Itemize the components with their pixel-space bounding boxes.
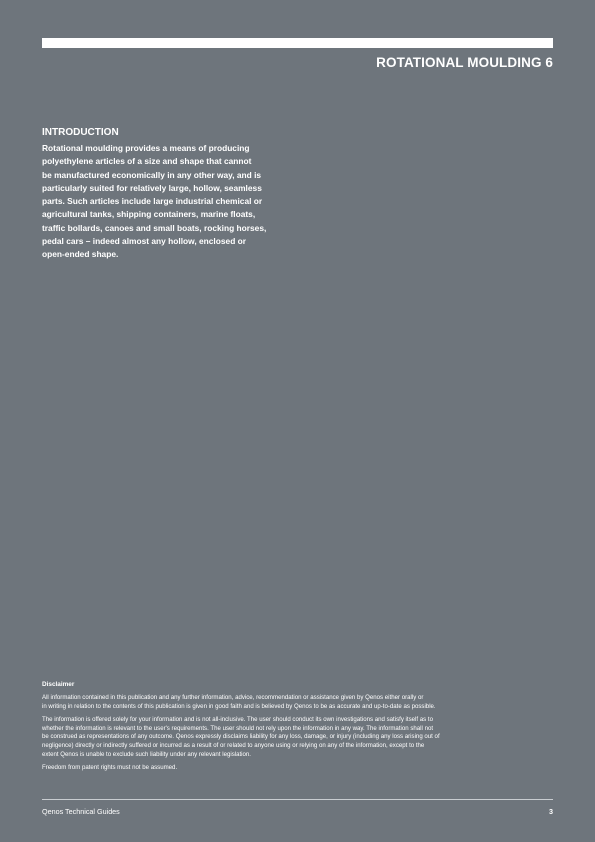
introduction-body <box>42 142 302 262</box>
footer-guide-name: Qenos Technical Guides <box>42 807 120 816</box>
disclaimer-line: All information contained in this publication and any further information, advice, recommendation or assistance given by Qenos either orally or <box>42 694 424 701</box>
disclaimer-line: be construed as representations of any outcome. Qenos expressly disclaims liability for any loss, damage, or injury (including any loss arising out of <box>42 733 440 741</box>
header-bar <box>42 38 553 48</box>
introduction-line: parts. Such articles include large industrial chemical or <box>42 196 263 207</box>
document-title: ROTATIONAL MOULDING 6 <box>376 55 553 70</box>
disclaimer-line: negligence) directly or indirectly suffered or incurred as a result of or related to anyone using or relying on any of the information, except to the <box>42 741 425 749</box>
disclaimer-line: Freedom from patent rights must not be assumed. <box>42 764 178 772</box>
introduction-line: traffic bollards, canoes and small boats, rocking horses, <box>42 222 267 233</box>
disclaimer-title: Disclaimer <box>42 681 75 688</box>
introduction-line: pedal cars – indeed almost any hollow, enclosed or <box>42 236 247 247</box>
disclaimer-paragraph <box>42 764 557 773</box>
disclaimer-paragraph <box>42 694 557 711</box>
introduction-section <box>42 127 302 262</box>
introduction-line: polyethylene articles of a size and shape that cannot <box>42 156 252 167</box>
introduction-line: particularly suited for relatively large, hollow, seamless <box>42 182 262 193</box>
introduction-line: be manufactured economically in any other way, and is <box>42 169 262 180</box>
introduction-line: open-ended shape. <box>42 249 119 260</box>
disclaimer-paragraph <box>42 716 557 759</box>
footer-divider <box>42 799 553 800</box>
disclaimer-line: extent Qenos is unable to exclude such liability under any relevant legislation. <box>42 750 252 758</box>
introduction-line: Rotational moulding provides a means of producing <box>42 143 250 153</box>
disclaimer-line: whether the information is relevant to the user's requirements. The user should not rely upon the information in any way. The information shall not <box>42 724 434 732</box>
introduction-line: agricultural tanks, shipping containers, marine floats, <box>42 209 256 220</box>
disclaimer-line: The information is offered solely for your information and is not all-inclusive. The user should conduct its own investigations and satisfy itself as to <box>42 716 433 724</box>
disclaimer-line: in writing in relation to the contents of this publication is given in good faith and is believed by Qenos to be as accurate and up-to-date as possible. <box>42 702 436 710</box>
introduction-heading: INTRODUCTION <box>42 127 119 138</box>
page-number: 3 <box>549 807 553 816</box>
disclaimer-section <box>42 681 557 778</box>
